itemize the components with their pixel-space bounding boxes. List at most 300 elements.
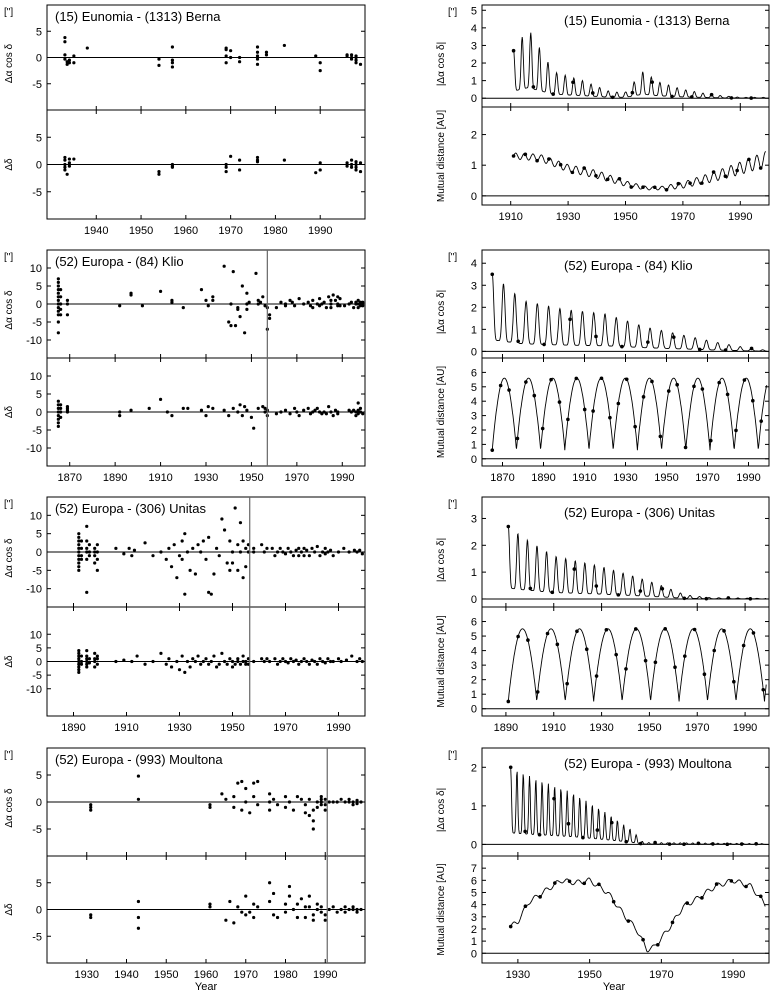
dist-point (684, 446, 688, 450)
ddec-point (244, 913, 247, 916)
ddec-point (357, 401, 360, 404)
ddec-point (210, 660, 213, 663)
dra-point (57, 299, 60, 302)
ddec-point (236, 905, 239, 908)
dra-point (68, 61, 71, 64)
x-tick-label: 1890 (102, 472, 128, 484)
chart-title: (15) Eunomia - (1313) Berna (564, 13, 730, 28)
ddec-point (359, 161, 362, 164)
dra-point (308, 814, 311, 817)
ddec-point (272, 892, 275, 895)
dra-point (212, 572, 215, 575)
dra-point (93, 554, 96, 557)
dra-point (183, 593, 186, 596)
dra-point (96, 558, 99, 561)
dra-point (129, 293, 132, 296)
x-tick-label: 1970 (233, 969, 258, 981)
dra-point (239, 521, 242, 524)
ddec-point (313, 660, 316, 663)
ddec-point (59, 410, 62, 413)
dra-point (259, 301, 262, 304)
x-tick-label: 1930 (167, 722, 192, 734)
ddec-point (350, 163, 353, 166)
dist-point (759, 419, 763, 423)
dist-point (565, 682, 569, 686)
abs-y-tick-label: 4 (470, 22, 477, 35)
dra-ylabel: Δα cos δ (4, 788, 15, 828)
ddec-point (324, 919, 327, 922)
dra-y-tick-label: -5 (32, 317, 42, 329)
dra-point (80, 554, 83, 557)
dra-point (348, 550, 351, 553)
chart-title: (52) Europa - (306) Unitas (564, 505, 716, 520)
ddec-y-tick-label: 0 (35, 904, 42, 917)
dra-point (57, 284, 60, 287)
dra-point (141, 304, 144, 307)
ddec-y-tick-label: 5 (35, 642, 42, 655)
dra-y-tick-label: 0 (35, 797, 42, 809)
dra-point (279, 547, 282, 550)
dist-point (700, 896, 704, 900)
ddec-point (273, 657, 276, 660)
ddec-point (340, 908, 343, 911)
ddec-point (93, 660, 96, 663)
ddec-point (316, 903, 319, 906)
dra-point (165, 558, 168, 561)
ddec-point (288, 895, 291, 898)
abs-y-tick-label: 2 (470, 540, 477, 553)
ddec-point (329, 410, 332, 413)
dra-point (85, 539, 88, 542)
dra-point (326, 550, 329, 553)
dist-y-tick-label: 7 (470, 863, 477, 876)
ddec-point (66, 410, 69, 413)
ddec-point (96, 654, 99, 657)
ddec-point (77, 649, 80, 652)
ddec-point (337, 657, 340, 660)
dra-point (358, 549, 361, 552)
abs-y-tick-label: 0 (470, 593, 477, 606)
ddec-y-tick-label: 0 (35, 407, 42, 419)
ddec-point (275, 412, 278, 415)
dist-point (559, 163, 563, 167)
dist-point (717, 381, 721, 385)
dra-point (281, 550, 284, 553)
dra-point (229, 324, 232, 327)
abs-point (710, 93, 714, 97)
x-tick-label: 1990 (720, 969, 746, 981)
dra-y-tick-label: -10 (26, 335, 42, 347)
dist-point (683, 654, 687, 658)
ddec-point (202, 660, 205, 663)
dra-y-tick-label: -5 (32, 824, 42, 836)
dist-point (571, 171, 575, 175)
ddec-point (354, 168, 357, 171)
abs-y-tick-label: 2 (470, 302, 477, 315)
dra-point (182, 306, 185, 309)
abs-point (749, 96, 753, 100)
dra-point (93, 547, 96, 550)
x-tick-label: 1930 (589, 722, 614, 734)
ddec-point (136, 654, 139, 657)
x-tick-label: 1870 (57, 472, 82, 484)
dra-point (252, 782, 255, 785)
ddec-point (225, 163, 228, 166)
dist-point (553, 881, 557, 885)
panel-frame (482, 358, 769, 466)
dra-point (284, 806, 287, 809)
ddec-point (326, 657, 329, 660)
abs-ylabel: |Δα cos δ| (436, 289, 447, 335)
abs-point (749, 597, 753, 601)
dra-y-tick-label: 10 (29, 263, 42, 275)
abs-y-tick-label: 3 (470, 513, 477, 526)
dra-point (332, 554, 335, 557)
ddec-point (256, 156, 259, 159)
dra-point (130, 554, 133, 557)
dra-y-tick-label: 5 (35, 528, 42, 541)
dra-point (232, 270, 235, 273)
x-tick-label: 1890 (493, 722, 519, 734)
ddec-point (170, 414, 173, 417)
unit-label: ["] (4, 7, 14, 18)
ddec-point (302, 657, 305, 660)
dist-y-tick-label: 6 (470, 875, 477, 888)
ddec-ylabel: Δδ (4, 655, 15, 668)
ddec-point (80, 660, 83, 663)
dra-point (173, 543, 176, 546)
dra-point (297, 554, 300, 557)
ddec-point (171, 166, 174, 169)
dist-y-tick-label: 5 (470, 381, 477, 394)
dra-point (137, 774, 140, 777)
ddec-point (336, 911, 339, 914)
dra-point (181, 558, 184, 561)
dra-point (96, 550, 99, 553)
abs-y-tick-label: 1 (470, 75, 477, 88)
dra-point (77, 565, 80, 568)
dist-point (536, 690, 540, 694)
abs-point (571, 80, 575, 84)
dra-point (297, 547, 300, 550)
ddec-y-tick-label: 10 (29, 371, 42, 383)
dra-point (238, 315, 241, 318)
ddec-point (245, 409, 248, 412)
dra-point (186, 550, 189, 553)
dra-point (327, 295, 330, 298)
dra-point (304, 803, 307, 806)
dist-point (507, 388, 511, 392)
dra-point (316, 806, 319, 809)
ddec-point (231, 660, 234, 663)
dra-point (318, 297, 321, 300)
dra-point (287, 547, 290, 550)
dra-point (59, 288, 62, 291)
dra-point (308, 798, 311, 801)
x-tick-label: 1970 (284, 472, 310, 484)
dist-point (673, 665, 677, 669)
ddec-point (226, 663, 229, 666)
dist-point (742, 644, 746, 648)
dist-ylabel: Mutual distance [AU] (436, 615, 447, 708)
dra-point (239, 550, 242, 553)
ddec-point (256, 905, 259, 908)
dist-point (556, 643, 560, 647)
dist-point (541, 427, 545, 431)
x-tick-label: 1890 (531, 472, 556, 484)
dra-point (348, 798, 351, 801)
dist-point (499, 384, 503, 388)
dra-point (265, 547, 268, 550)
ddec-point (302, 409, 305, 412)
dra-point (159, 290, 162, 293)
dra-point (332, 800, 335, 803)
ddec-point (225, 170, 228, 173)
dra-point (243, 331, 246, 334)
ddec-point (350, 159, 353, 162)
ddec-point (354, 163, 357, 166)
ddec-point (293, 407, 296, 410)
dra-point (207, 304, 210, 307)
dist-point (644, 659, 648, 663)
abs-curve (508, 527, 766, 599)
dra-point (211, 299, 214, 302)
ddec-point (332, 414, 335, 417)
dist-y-tick-label: 6 (470, 367, 477, 380)
x-tick-label: 1990 (326, 722, 351, 734)
ddec-point (227, 414, 230, 417)
ddec-y-tick-label: -10 (26, 443, 42, 455)
dist-y-tick-label: 0 (470, 190, 477, 203)
dist-point (732, 680, 736, 684)
x-tick-label: 1910 (148, 472, 173, 484)
ddec-point (257, 407, 260, 410)
dist-point (566, 418, 570, 422)
ddec-point (240, 911, 243, 914)
dist-point (641, 185, 645, 189)
ddec-point (336, 412, 339, 415)
dra-point (77, 561, 80, 564)
dist-point (575, 630, 579, 634)
unit-label: ["] (4, 252, 14, 263)
abs-point (754, 842, 758, 846)
ddec-point (157, 170, 160, 173)
abs-y-tick-label: 0 (470, 346, 477, 359)
dra-point (207, 591, 210, 594)
dist-y-tick-label: 3 (470, 911, 477, 924)
x-tick-label: 1990 (307, 225, 333, 237)
dist-point (712, 170, 716, 174)
dra-point (236, 782, 239, 785)
dist-point (703, 672, 707, 676)
dra-point (85, 525, 88, 528)
ddec-point (344, 911, 347, 914)
ddec-point (242, 654, 245, 657)
abs-point (516, 339, 520, 343)
ddec-y-tick-label: 5 (35, 389, 42, 401)
x-tick-label: 1930 (505, 969, 531, 981)
dra-point (137, 798, 140, 801)
x-tick-label: 1990 (313, 969, 338, 981)
dra-point (328, 800, 331, 803)
ddec-point (200, 409, 203, 412)
right-chart-4 (436, 748, 769, 981)
dist-y-tick-label: 6 (470, 616, 477, 629)
dist-point (629, 185, 633, 189)
dist-curve (508, 629, 766, 702)
abs-y-tick-label: 3 (470, 40, 477, 53)
ddec-point (283, 159, 286, 162)
ddec-point (196, 654, 199, 657)
dist-point (605, 628, 609, 632)
ddec-point (236, 657, 239, 660)
left-chart-1 (4, 5, 365, 237)
dist-point (625, 377, 629, 381)
dra-point (181, 539, 184, 542)
dra-point (312, 809, 315, 812)
ddec-point (316, 663, 319, 666)
abs-y-tick-label: 2 (470, 58, 477, 71)
dra-point (245, 292, 248, 295)
dra-point (313, 550, 316, 553)
dist-ylabel: Mutual distance [AU] (436, 365, 447, 459)
dist-point (582, 882, 586, 886)
ddec-point (324, 913, 327, 916)
dist-point (624, 667, 628, 671)
chart-title: (52) Europa - (84) Klio (55, 254, 184, 269)
ddec-point (276, 663, 279, 666)
ddec-point (186, 407, 189, 410)
x-tick-label: 1950 (613, 211, 638, 223)
dist-y-tick-label: 2 (470, 923, 477, 936)
dra-point (77, 532, 80, 535)
dist-y-tick-label: 1 (470, 936, 477, 949)
ddec-point (232, 921, 235, 924)
dist-point (693, 628, 697, 632)
right-chart-3 (436, 497, 769, 734)
ddec-y-tick-label: -5 (32, 931, 42, 944)
ddec-point (232, 407, 235, 410)
dra-point (275, 306, 278, 309)
dra-point (276, 550, 279, 553)
abs-point (551, 591, 555, 595)
dist-point (597, 883, 601, 887)
dra-point (295, 549, 298, 552)
dist-point (509, 925, 513, 929)
ddec-point (340, 660, 343, 663)
abs-point (542, 343, 546, 347)
dra-point (238, 56, 241, 59)
dra-point (319, 69, 322, 72)
ddec-point (300, 660, 303, 663)
abs-y-tick-label: 1 (470, 567, 477, 580)
ddec-point (297, 663, 300, 666)
abs-ylabel: |Δα cos δ| (436, 41, 447, 87)
ddec-ylabel: Δδ (4, 903, 15, 916)
ddec-point (287, 661, 290, 664)
abs-point (631, 91, 635, 95)
dra-ylabel: Δα cos δ (4, 290, 15, 330)
x-tick-label: 1980 (273, 969, 298, 981)
dra-point (167, 547, 170, 550)
dra-point (268, 313, 271, 316)
dist-point (612, 900, 616, 904)
dist-point (594, 174, 598, 178)
ddec-point (93, 665, 96, 668)
ddec-point (358, 657, 361, 660)
ddec-point (181, 654, 184, 657)
abs-point (711, 842, 715, 846)
ddec-point (207, 405, 210, 408)
dist-curve (514, 152, 766, 190)
x-tick-label: 1930 (613, 472, 638, 484)
dist-y-tick-label: 3 (470, 410, 477, 423)
ddec-point (59, 416, 62, 419)
ddec-point (207, 663, 210, 666)
dist-point (759, 166, 763, 170)
dra-point (223, 528, 226, 531)
ddec-point (57, 425, 60, 428)
dra-point (261, 295, 264, 298)
dra-y-tick-label: -10 (26, 583, 42, 596)
ddec-point (68, 165, 71, 168)
dra-point (361, 304, 364, 307)
abs-point (668, 842, 672, 846)
left-chart-2 (4, 250, 365, 484)
ddec-point (354, 166, 357, 169)
dra-point (63, 36, 66, 39)
dra-point (307, 301, 310, 304)
dra-point (88, 543, 91, 546)
ddec-point (194, 660, 197, 663)
ddec-point (189, 665, 192, 668)
panel-frame (482, 607, 769, 716)
dra-point (238, 60, 241, 63)
abs-point (568, 317, 572, 321)
x-tick-label: 1960 (173, 225, 199, 237)
unit-label: ["] (448, 499, 458, 510)
ddec-point (268, 900, 271, 903)
x-tick-label: 1970 (649, 969, 674, 981)
x-tick-label: 1970 (685, 722, 710, 734)
dra-point (329, 306, 332, 309)
dra-point (208, 806, 211, 809)
dist-curve (511, 878, 766, 952)
x-tick-label: 1970 (670, 211, 696, 223)
ddec-point (59, 403, 62, 406)
dist-point (692, 385, 696, 389)
dist-y-tick-label: 1 (470, 439, 477, 452)
ddec-point (327, 405, 330, 408)
dra-point (88, 550, 91, 553)
dra-point (323, 301, 326, 304)
dra-point (228, 569, 231, 572)
dra-point (300, 550, 303, 553)
ddec-point (63, 168, 66, 171)
ddec-point (281, 657, 284, 660)
dra-point (191, 547, 194, 550)
dist-y-tick-label: 4 (470, 899, 477, 912)
abs-curve (511, 767, 766, 844)
dra-point (63, 53, 66, 56)
dra-point (210, 593, 213, 596)
dist-y-tick-label: 2 (470, 129, 477, 142)
dra-point (256, 54, 259, 57)
dra-point (225, 61, 228, 64)
dist-point (634, 627, 638, 631)
abs-point (724, 348, 728, 352)
ddec-point (355, 660, 358, 663)
